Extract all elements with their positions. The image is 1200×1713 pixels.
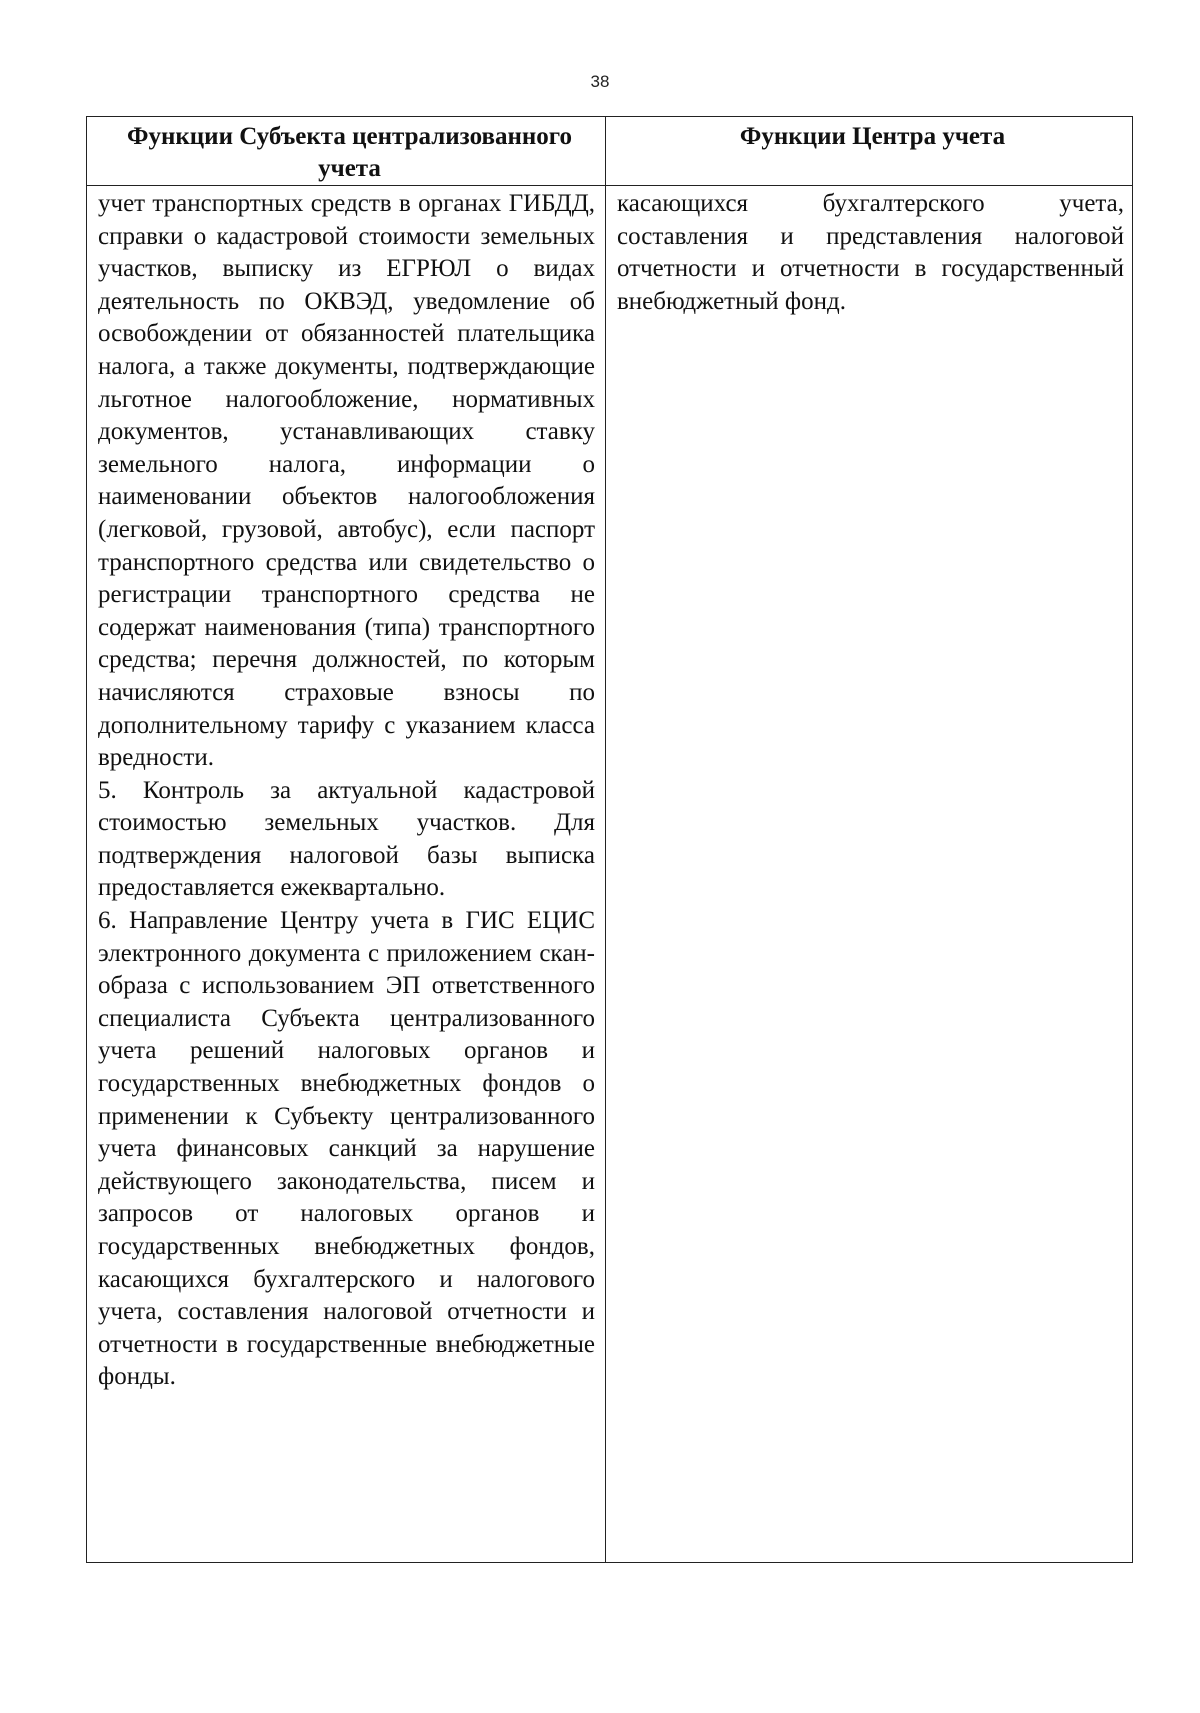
subject-paragraph-continuation: учет транспортных средств в органах ГИБДД, справки о кадастровой стоимости земельных участков, выписку из ЕГРЮЛ о видах деятельность по ОКВЭД, уведомление об освобождении от обязанностей плательщика налога, а также документы, подтверждающие льготное налогообложение, нормативных документов, устанавливающих ставку земельного налога, информации о наименовании объектов налогообложения (легковой, грузовой, автобус), если паспорт транспортного средства или свидетельство о регистрации транспортного средства не содержат наименования (типа) транспортного средства; перечня должностей, по которым начисляются страховые взносы по дополнительному тарифу с указанием класса вредности. [98, 190, 595, 772]
subject-paragraph-6: 6. Направление Центру учета в ГИС ЕЦИС электронного документа с приложением скан-образа с использованием ЭП ответственного специалиста Субъекта централизованного учета решений налоговых органов и государственных внебюджетных фондов о применении к Субъекту централизованного учета финансовых санкций за нарушение действующего законодательства, писем и запросов от налоговых органов и государственных внебюджетных фондов, касающихся бухгалтерского и налогового учета, составления налоговой отчетности и отчетности в государственные внебюджетные фонды. [98, 907, 595, 1391]
center-functions-cell [606, 186, 1133, 1563]
table-row [87, 186, 1133, 1563]
center-paragraph-continuation: касающихся бухгалтерского учета, составления и представления налоговой отчетности и отчетности в государственный внебюджетный фонд. [617, 190, 1124, 315]
table-header-row [87, 117, 1133, 186]
subject-paragraph-5: 5. Контроль за актуальной кадастровой стоимостью земельных участков. Для подтверждения налоговой базы выписка предоставляется ежеквартально. [98, 776, 595, 902]
functions-table [86, 116, 1133, 1563]
header-center-functions: Функции Центра учета [606, 117, 1133, 186]
page-number: 38 [590, 72, 610, 91]
subject-functions-cell [87, 186, 606, 1563]
header-subject-functions: Функции Субъекта централизованного учета [87, 117, 606, 186]
